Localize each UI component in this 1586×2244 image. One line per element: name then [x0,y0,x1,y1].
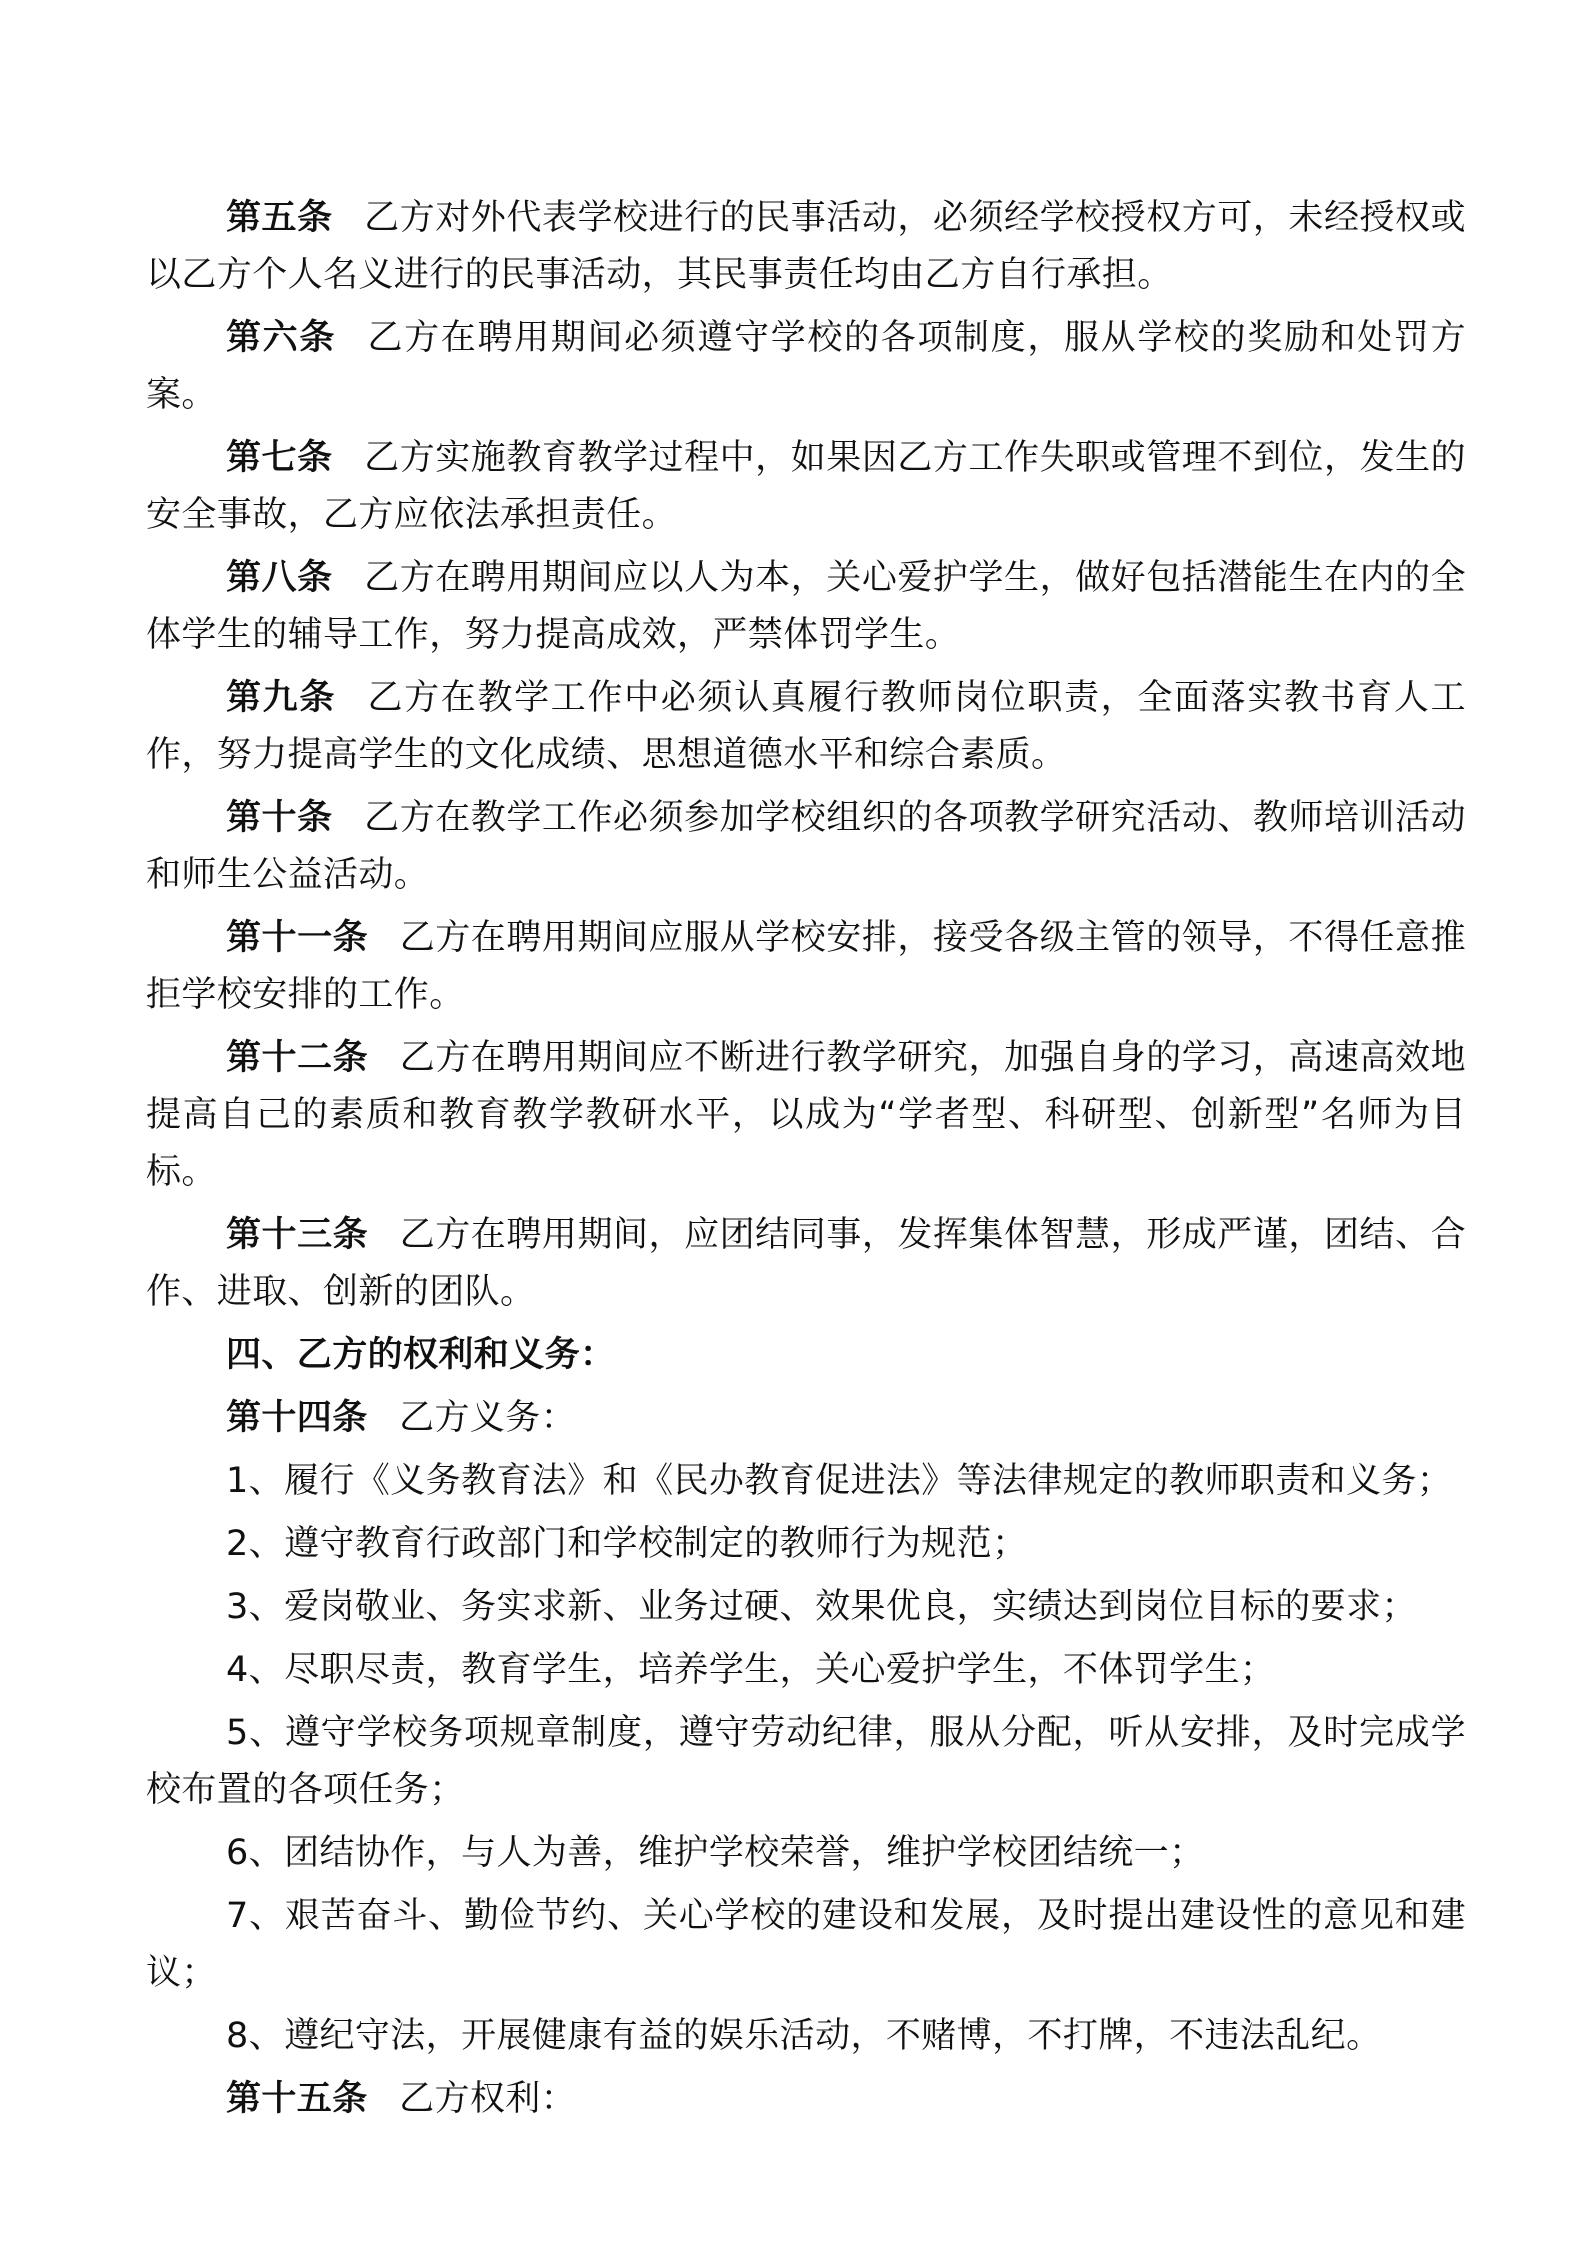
document-body [146,190,1466,2134]
article-6 [146,310,1466,424]
article-text: 乙方对外代表学校进行的民事活动，必须经学校授权方可，未经授权或以乙方个人名义进行的民事活动，其民事责任均由乙方自行承担。 [146,198,1467,295]
article-label: 第九条 [226,678,336,718]
article-text: 乙方权利： [399,2079,577,2119]
article-label: 第六条 [226,318,336,358]
duty-item: 7、艰苦奋斗、勤俭节约、关心学校的建设和发展，及时提出建设性的意见和建议； [146,1896,1466,1993]
article-text: 乙方在聘用期间应服从学校安排，接受各级主管的领导，不得任意推拒学校安排的工作。 [146,918,1466,1015]
article-7 [146,430,1466,544]
duty-item: 2、遵守教育行政部门和学校制定的教师行为规范； [226,1524,1028,1564]
article-text: 乙方在聘用期间应不断进行教学研究，加强自身的学习，高速高效地提高自己的素质和教育教学教研水平，以成为“学者型、科研型、创新型”名师为目标。 [146,1038,1466,1192]
article-15 [146,2071,1466,2128]
duty-item: 4、尽职尽责，教育学生，培养学生，关心爱护学生，不体罚学生； [226,1650,1276,1690]
duty-item: 3、爱岗敬业、务实求新、业务过硬、效果优良，实绩达到岗位目标的要求； [226,1587,1417,1627]
article-10 [146,790,1466,904]
article-text: 乙方义务： [399,1398,577,1438]
article-label: 第十二条 [226,1038,369,1078]
article-13 [146,1207,1466,1321]
article-label: 第五条 [226,198,333,238]
article-label: 第十一条 [226,918,369,958]
article-label: 第八条 [226,558,333,598]
article-label: 第十四条 [226,1398,368,1438]
duty-item: 8、遵纪守法，开展健康有益的娱乐活动，不赌博，不打牌，不违法乱纪。 [226,2016,1382,2056]
article-label: 第十三条 [226,1215,369,1255]
duty-item: 6、团结协作，与人为善，维护学校荣誉，维护学校团结统一； [226,1833,1205,1873]
section-heading: 四、乙方的权利和义务： [226,1335,616,1375]
article-11 [146,910,1466,1024]
article-label: 第七条 [226,438,333,478]
duty-item: 1、履行《义务教育法》和《民办教育促进法》等法律规定的教师职责和义务； [226,1461,1453,1501]
duty-item: 5、遵守学校务项规章制度，遵守劳动纪律，服从分配，听从安排，及时完成学校布置的各项任务； [146,1713,1466,1810]
article-14 [146,1390,1466,1447]
article-text: 乙方在教学工作中必须认真履行教师岗位职责，全面落实教书育人工作，努力提高学生的文化成绩、思想道德水平和综合素质。 [146,678,1466,775]
article-text: 乙方在聘用期间应以人为本，关心爱护学生，做好包括潜能生在内的全体学生的辅导工作，努力提高成效，严禁体罚学生。 [146,558,1467,655]
article-8 [146,550,1466,664]
article-text: 乙方实施教育教学过程中，如果因乙方工作失职或管理不到位，发生的安全事故，乙方应依法承担责任。 [146,438,1467,535]
article-12 [146,1030,1466,1201]
article-text: 乙方在聘用期间必须遵守学校的各项制度，服从学校的奖励和处罚方案。 [146,318,1466,415]
article-label: 第十五条 [226,2079,368,2119]
article-text: 乙方在教学工作必须参加学校组织的各项教学研究活动、教师培训活动和师生公益活动。 [146,798,1467,895]
article-text: 乙方在聘用期间，应团结同事，发挥集体智慧，形成严谨，团结、合作、进取、创新的团队。 [146,1215,1466,1312]
article-label: 第十条 [226,798,333,838]
article-9 [146,670,1466,784]
article-5 [146,190,1466,304]
